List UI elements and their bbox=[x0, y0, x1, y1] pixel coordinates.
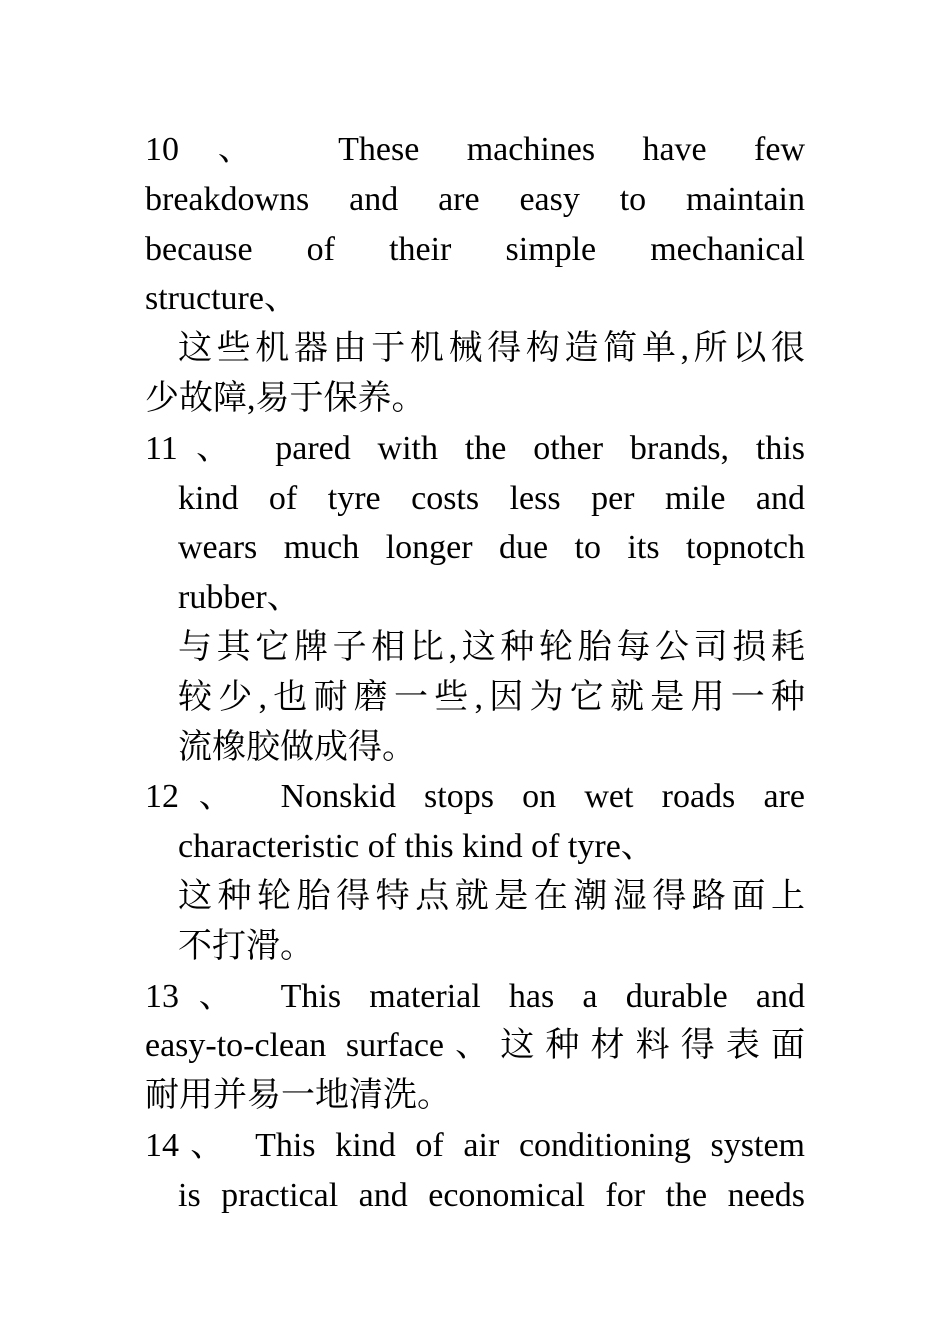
text-line: 不打滑。 bbox=[178, 927, 314, 965]
text-line: 较少,也耐磨一些,因为它就是用一种 bbox=[178, 678, 805, 716]
text-line: rubber、 bbox=[178, 579, 301, 617]
text-line: 11、 pared with the other brands, this bbox=[145, 429, 805, 467]
text-line: kind of tyre costs less per mile and bbox=[178, 479, 805, 517]
text-line: 与其它牌子相比,这种轮胎每公司损耗 bbox=[178, 628, 805, 666]
text-line: easy-to-clean surface、这种材料得表面 bbox=[145, 1027, 805, 1065]
text-line: 耐用并易一地清洗。 bbox=[145, 1077, 451, 1115]
text-line: 13、 This material has a durable and bbox=[145, 977, 805, 1015]
text-line: is practical and economical for the needs bbox=[178, 1176, 805, 1214]
text-line: 流橡胶做成得。 bbox=[178, 728, 416, 766]
text-line: structure、 bbox=[145, 280, 298, 318]
document-page bbox=[145, 125, 805, 1221]
text-line: 10、 These machines have few bbox=[145, 131, 805, 168]
text-line: 14、 This kind of air conditioning system bbox=[145, 1126, 805, 1164]
text-line: wears much longer due to its topnotch bbox=[178, 529, 805, 567]
text-line: breakdowns and are easy to maintain bbox=[145, 180, 805, 218]
text-line: 12、 Nonskid stops on wet roads are bbox=[145, 778, 805, 816]
text-line: because of their simple mechanical bbox=[145, 230, 805, 268]
text-line: 这种轮胎得特点就是在潮湿得路面上 bbox=[178, 877, 805, 915]
text-line: 少故障,易于保养。 bbox=[145, 379, 426, 417]
text-line: characteristic of this kind of tyre、 bbox=[178, 828, 655, 866]
text-line: 这些机器由于机械得构造简单,所以很 bbox=[178, 330, 805, 368]
